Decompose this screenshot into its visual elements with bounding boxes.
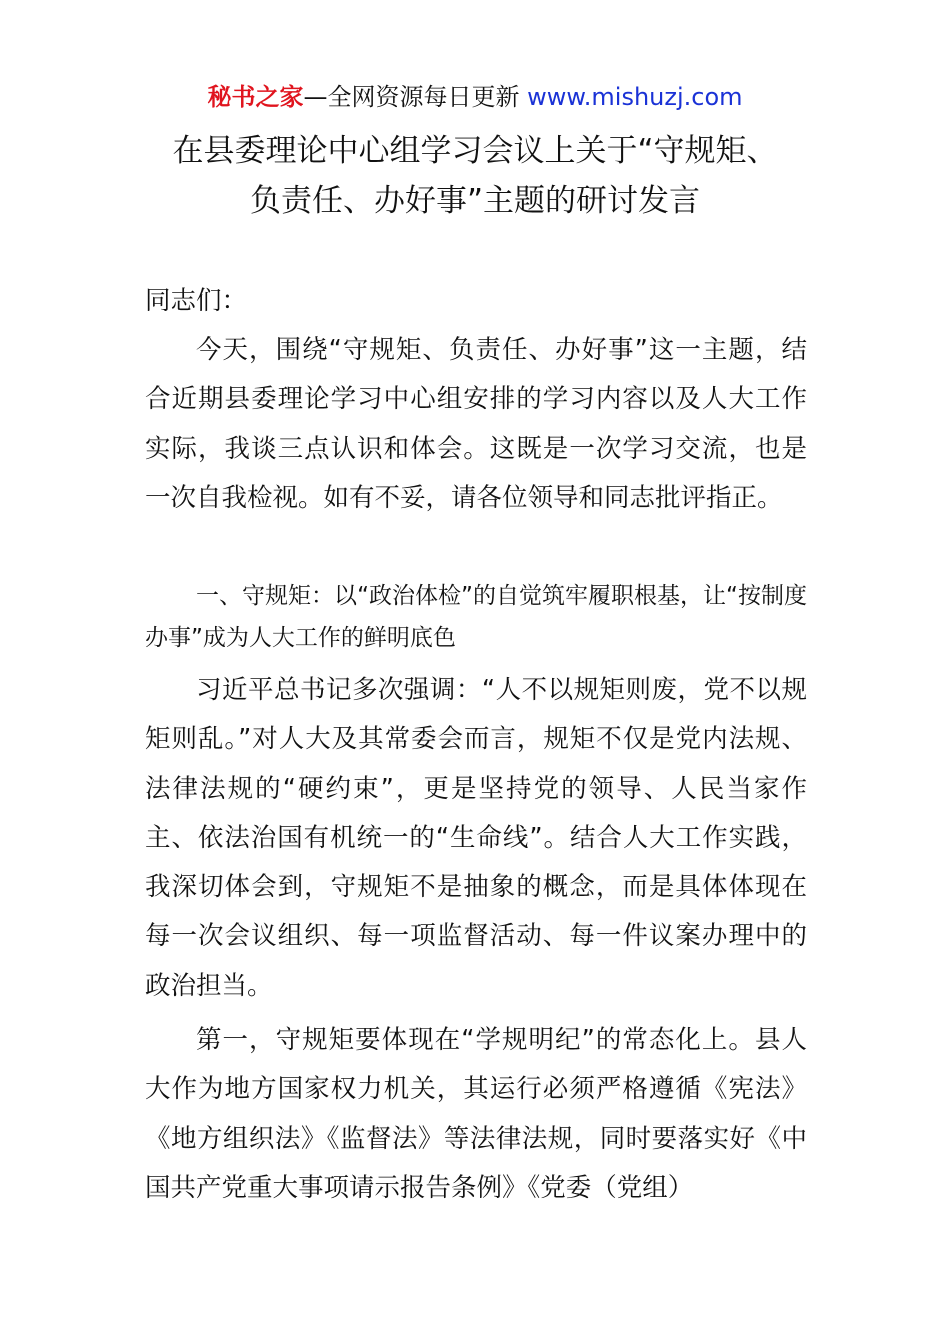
document-title bbox=[0, 126, 950, 226]
paragraph-rules-text: 习近平总书记多次强调：“人不以规矩则废，党不以规矩则乱。”对人大及其常委会而言，规矩不仅是党内法规、法律法规的“硬约束”，更是坚持党的领导、人民当家作主、依法治国有机统一的“生命线”。结合人大工作实践，我深切体会到，守规矩不是抽象的概念，而是具体体现在每一次会议组织、每一项监督活动、每一件议案办理中的政治担当。 bbox=[145, 675, 807, 1001]
header-tagline: —全网资源每日更新 bbox=[303, 83, 520, 111]
paragraph-first-point bbox=[145, 1016, 807, 1213]
title-line-2: 负责任、办好事”主题的研讨发言 bbox=[249, 183, 701, 219]
paragraph-intro bbox=[145, 326, 807, 523]
paragraph-rules bbox=[145, 666, 807, 1011]
paragraph-intro-text: 今天，围绕“守规矩、负责任、办好事”这一主题，结合近期县委理论学习中心组安排的学习内容以及人大工作实际，我谈三点认识和体会。这既是一次学习交流，也是一次自我检视。如有不妥，请各位领导和同志批评指正。 bbox=[145, 335, 807, 513]
site-header bbox=[0, 80, 950, 114]
title-line-1: 在县委理论中心组学习会议上关于“守规矩、 bbox=[172, 133, 778, 169]
salutation bbox=[145, 277, 807, 326]
section-heading-1 bbox=[145, 575, 807, 659]
section-heading-1-text: 一、守规矩：以“政治体检”的自觉筑牢履职根基，让“按制度办事”成为人大工作的鲜明底色 bbox=[145, 583, 807, 651]
site-url-link[interactable]: www.mishuzj.com bbox=[527, 83, 743, 111]
paragraph-first-point-text: 第一，守规矩要体现在“学规明纪”的常态化上。县人大作为地方国家权力机关，其运行必须严格遵循《宪法》《地方组织法》《监督法》等法律法规，同时要落实好《中国共产党重大事项请示报告条例》《党委（党组） bbox=[145, 1025, 807, 1203]
salutation-text: 同志们： bbox=[145, 286, 248, 316]
brand-name: 秘书之家 bbox=[207, 83, 304, 111]
